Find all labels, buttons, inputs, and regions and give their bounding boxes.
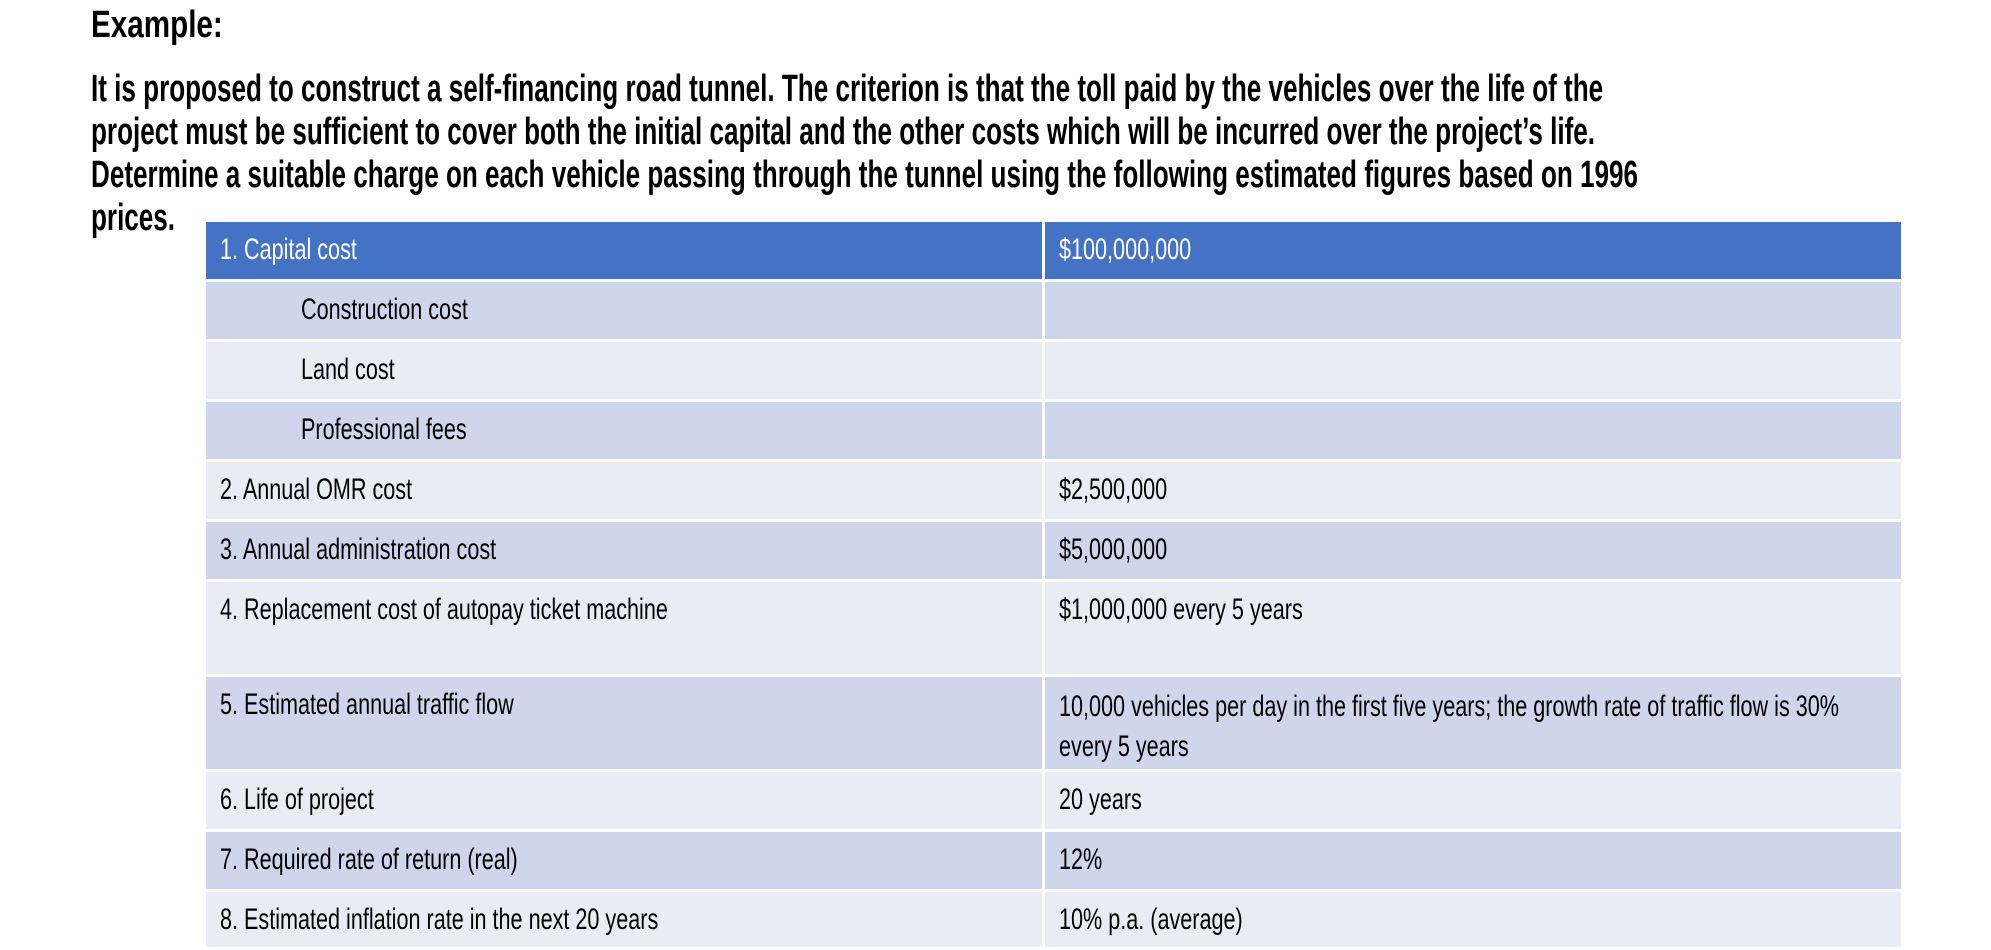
- table-cell-label: Professional fees: [205, 401, 1044, 461]
- table-row: [205, 581, 1903, 676]
- table-cell-value: 20 years: [1044, 771, 1903, 831]
- table-row: [205, 281, 1903, 341]
- table-row: [205, 771, 1903, 831]
- table-row: [205, 521, 1903, 581]
- table-row: [205, 891, 1903, 949]
- table-cell-label: 3. Annual administration cost: [205, 521, 1044, 581]
- table-cell-value: 10,000 vehicles per day in the first five years; the growth rate of traffic flow is 30% every 5 years: [1044, 676, 1903, 771]
- table-cell-label: Land cost: [205, 341, 1044, 401]
- problem-line: prices.: [91, 197, 176, 239]
- problem-line: project must be sufficient to cover both the initial capital and the other costs which will be incurred over the project’s life.: [91, 111, 1596, 153]
- table-cell-label: 1. Capital cost: [205, 221, 1044, 281]
- table-cell-label: 8. Estimated inflation rate in the next 20 years: [205, 891, 1044, 949]
- table-cell-value: 10% p.a. (average): [1044, 891, 1903, 949]
- table-cell-value: [1044, 281, 1903, 341]
- table-cell-value: [1044, 401, 1903, 461]
- table-cell-value: $100,000,000: [1044, 221, 1903, 281]
- table-cell-value: $2,500,000: [1044, 461, 1903, 521]
- estimated-figures-table: [203, 219, 1904, 950]
- table-row: [205, 461, 1903, 521]
- table-header-row: [205, 221, 1903, 281]
- example-heading: Example:: [91, 4, 223, 46]
- table-row: [205, 341, 1903, 401]
- problem-line: It is proposed to construct a self-financing road tunnel. The criterion is that the toll paid by the vehicles over the life of the: [91, 68, 1604, 110]
- table-cell-label: 7. Required rate of return (real): [205, 831, 1044, 891]
- table-cell-value: $1,000,000 every 5 years: [1044, 581, 1903, 676]
- table-cell-label: 5. Estimated annual traffic flow: [205, 676, 1044, 771]
- table-cell-label: 2. Annual OMR cost: [205, 461, 1044, 521]
- table-cell-value: [1044, 341, 1903, 401]
- table-cell-label: 6. Life of project: [205, 771, 1044, 831]
- table-row: [205, 831, 1903, 891]
- table-cell-label: 4. Replacement cost of autopay ticket machine: [205, 581, 1044, 676]
- table-cell-value: 12%: [1044, 831, 1903, 891]
- problem-statement: [91, 68, 1638, 240]
- table-row: [205, 401, 1903, 461]
- table-cell-value: $5,000,000: [1044, 521, 1903, 581]
- problem-line: Determine a suitable charge on each vehicle passing through the tunnel using the following estimated figures based on 1996: [91, 154, 1639, 196]
- table-cell-label: Construction cost: [205, 281, 1044, 341]
- table-row: [205, 676, 1903, 771]
